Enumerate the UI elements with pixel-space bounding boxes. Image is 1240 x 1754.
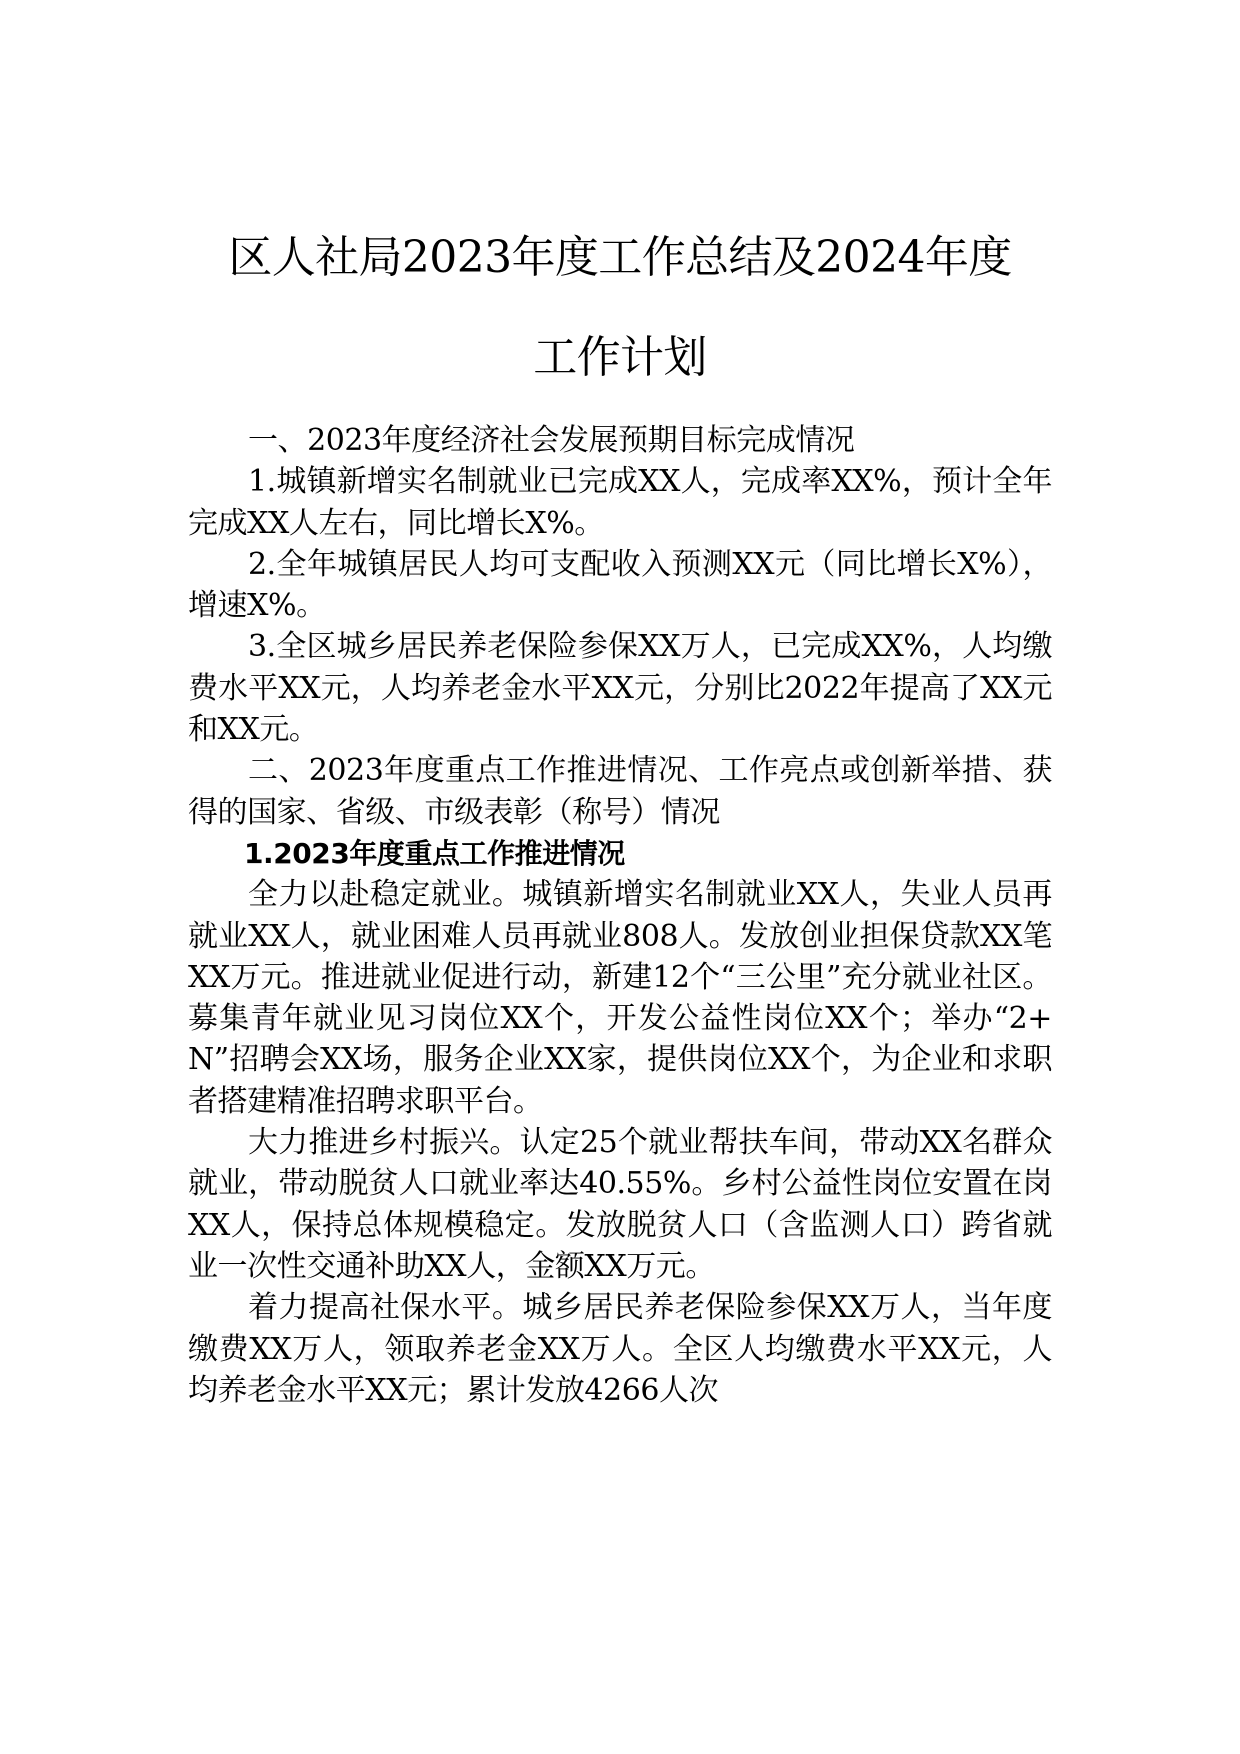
item-2-income-target: 2.全年城镇居民人均可支配收入预测XX元（同比增长X%），增速X%。	[188, 546, 1052, 624]
document-title	[188, 208, 1052, 408]
item-3-pension-target: 3.全区城乡居民养老保险参保XX万人，已完成XX%，人均缴费水平XX元，人均养老金水平XX元，分别比2022年提高了XX元和XX元。	[188, 629, 1052, 748]
paragraph-rural-revitalization: 大力推进乡村振兴。认定25个就业帮扶车间，带动XX名群众就业，带动脱贫人口就业率达40.55%。乡村公益性岗位安置在岗XX人，保持总体规模稳定。发放脱贫人口（含监测人口）跨省就业一次性交通补助XX人，金额XX万元。	[188, 1125, 1052, 1284]
document-title-line-2: 工作计划	[533, 332, 707, 383]
paragraph-stable-employment: 全力以赴稳定就业。城镇新增实名制就业XX人，失业人员再就业XX人，就业困难人员再就业808人。发放创业担保贷款XX笔XX万元。推进就业促进行动，新建12个“三公里”充分就业社区。募集青年就业见习岗位XX个，开发公益性岗位XX个；举办“2+N”招聘会XX场，服务企业XX家，提供岗位XX个，为企业和求职者搭建精准招聘求职平台。	[188, 877, 1052, 1119]
paragraph-social-security: 着力提高社保水平。城乡居民养老保险参保XX万人，当年度缴费XX万人，领取养老金XX万人。全区人均缴费水平XX元，人均养老金水平XX元；累计发放4266人次	[188, 1290, 1052, 1408]
subsection-1-heading: 1.2023年度重点工作推进情况	[244, 836, 625, 870]
item-1-employment-target: 1.城镇新增实名制就业已完成XX人，完成率XX%，预计全年完成XX人左右，同比增长X%。	[188, 464, 1052, 541]
section-1-heading: 一、2023年度经济社会发展预期目标完成情况	[248, 423, 855, 458]
document-body	[188, 420, 1052, 1411]
section-2-heading: 二、2023年度重点工作推进情况、工作亮点或创新举措、获得的国家、省级、市级表彰（称号）情况	[188, 753, 1052, 830]
document-page	[188, 0, 1052, 1754]
document-title-line-1: 区人社局2023年度工作总结及2024年度	[228, 232, 1012, 283]
